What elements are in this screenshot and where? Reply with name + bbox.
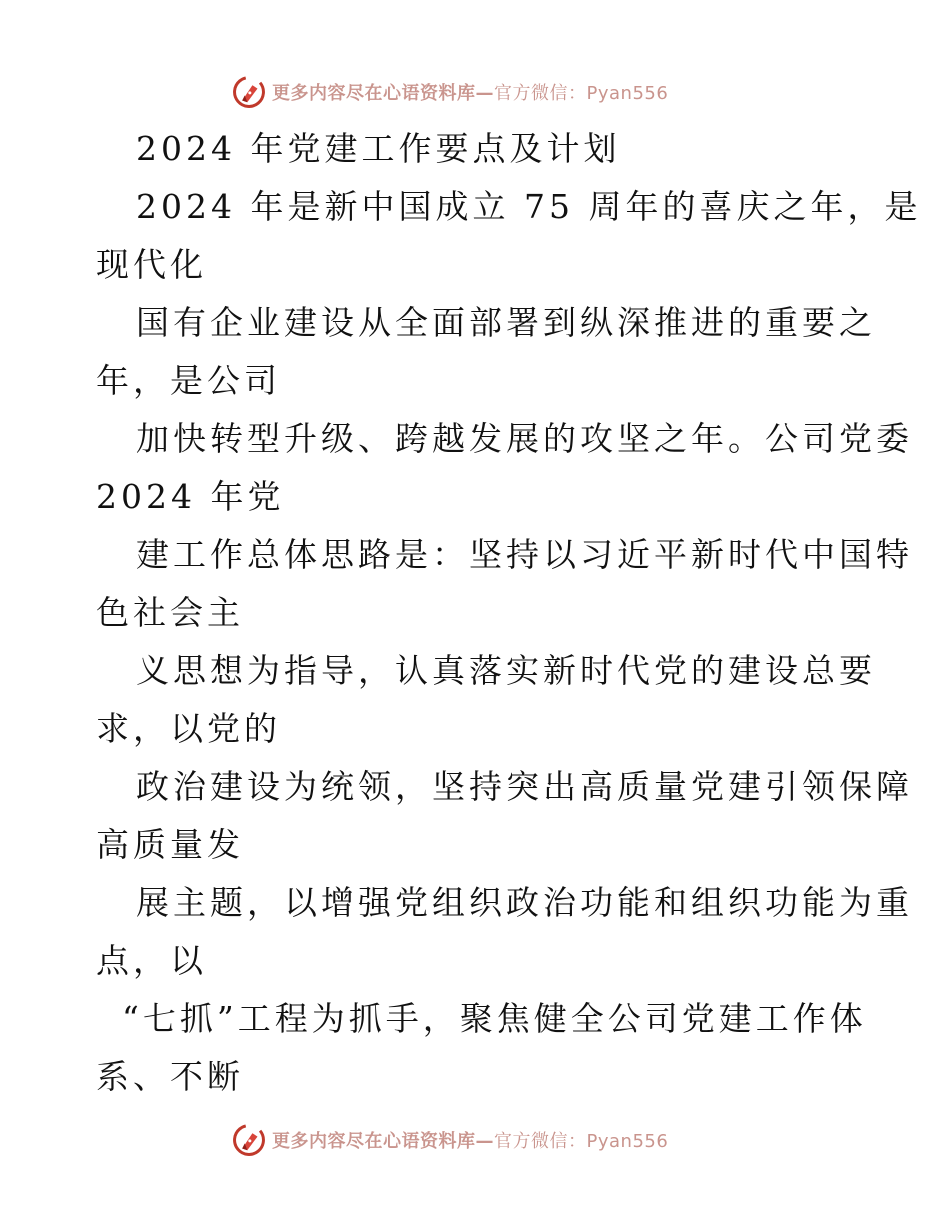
paragraph-line: 政治建设为统领，坚持突出高质量党建引领保障 bbox=[136, 767, 913, 806]
paragraph-line: 求，以党的 bbox=[96, 709, 281, 748]
paragraph-line: 建工作总体思路是：坚持以习近平新时代中国特 bbox=[136, 535, 913, 574]
document-title: 2024 年党建工作要点及计划 bbox=[136, 129, 621, 168]
paragraph-line: 国有企业建设从全面部署到纵深推进的重要之 bbox=[136, 303, 876, 342]
banner-wechat: 官方微信：Pyan556 bbox=[494, 1131, 669, 1152]
paragraph-line: 点，以 bbox=[96, 941, 207, 980]
pen-nib-logo-icon bbox=[232, 75, 266, 109]
paragraph-line: “七抓”工程为抓手，聚焦健全公司党建工作体 bbox=[122, 999, 867, 1038]
paragraph-line: 展主题，以增强党组织政治功能和组织功能为重 bbox=[136, 883, 913, 922]
banner-brand: 更多内容尽在心语资料库 bbox=[272, 1131, 476, 1152]
paragraph-line: 高质量发 bbox=[96, 825, 244, 864]
paragraph-line: 现代化 bbox=[96, 245, 207, 284]
pen-nib-logo-icon bbox=[232, 1123, 266, 1157]
banner-text bbox=[272, 1127, 668, 1153]
paragraph-line: 2024 年是新中国成立 75 周年的喜庆之年，是 bbox=[136, 187, 922, 226]
header-banner bbox=[232, 72, 668, 112]
paragraph-line: 加快转型升级、跨越发展的攻坚之年。公司党委 bbox=[136, 419, 913, 458]
banner-text bbox=[272, 79, 668, 105]
banner-separator: — bbox=[475, 1131, 494, 1152]
paragraph-line: 系、不断 bbox=[96, 1057, 244, 1096]
banner-wechat: 官方微信：Pyan556 bbox=[494, 83, 669, 104]
footer-banner bbox=[232, 1120, 668, 1160]
banner-brand: 更多内容尽在心语资料库 bbox=[272, 83, 476, 104]
paragraph-line: 年，是公司 bbox=[96, 361, 281, 400]
document-body bbox=[96, 120, 922, 1106]
paragraph-line: 义思想为指导，认真落实新时代党的建设总要 bbox=[136, 651, 876, 690]
paragraph-line: 2024 年党 bbox=[96, 477, 285, 516]
paragraph-line: 色社会主 bbox=[96, 593, 244, 632]
banner-separator: — bbox=[475, 83, 494, 104]
